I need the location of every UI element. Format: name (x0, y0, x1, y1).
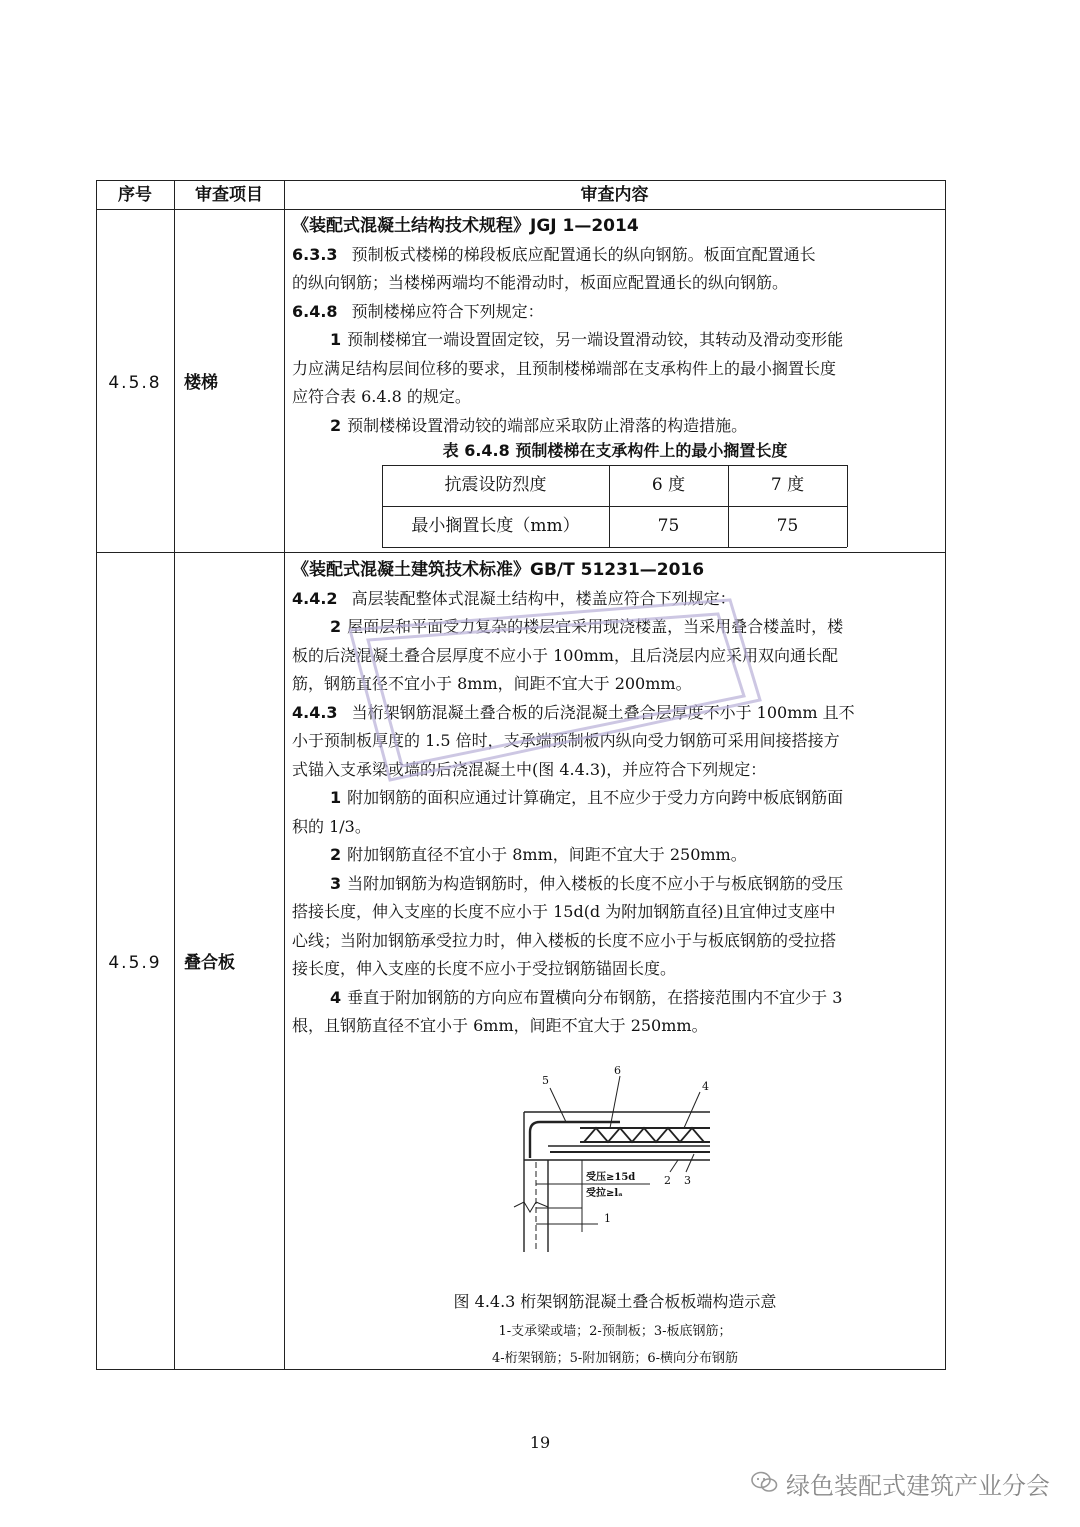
clause-text: 高层装配整体式混凝土结构中，楼盖应符合下列规定： (351, 588, 736, 608)
clause-text: 预制楼梯宜一端设置固定铰，另一端设置滑动铰，其转动及滑动变形能 (347, 330, 844, 349)
item-number: 2 (330, 415, 342, 435)
clause-line: 筋，钢筋直径不宜小于 8mm，间距不宜大于 200mm。 (292, 674, 692, 693)
item-number: 1 (330, 788, 342, 807)
item-number: 3 (330, 873, 342, 893)
inner-table-cell: 7 度 (770, 475, 805, 495)
header-bottom-border (96, 209, 946, 210)
clause-text: 预制楼梯设置滑动铰的端部应采取防止滑落的构造措施。 (347, 415, 748, 435)
clause-number: 4.4.2 (292, 588, 338, 608)
inner-table-row (382, 506, 847, 547)
clause-line (292, 841, 938, 870)
figure-legend: 4-桁架钢筋；5-附加钢筋；6-横向分布钢筋 (492, 1351, 738, 1366)
clause-line (292, 326, 938, 355)
figure-label: 受压≥15d (586, 1172, 636, 1183)
clause-line: 小于预制板厚度的 1.5 倍时，支承端预制板内纵向受力钢筋可采用间接搭接方 (292, 731, 840, 750)
clause-text: 附加钢筋的面积应通过计算确定，且不应少于受力方向跨中板底钢筋面 (347, 788, 844, 807)
stamp-watermark (330, 590, 780, 820)
clause-line: 根，且钢筋直径不宜小于 6mm，间距不宜大于 250mm。 (292, 1016, 708, 1035)
clause-line: 的纵向钢筋；当楼梯两端均不能滑动时，板面应配置通长的纵向钢筋。 (292, 273, 789, 292)
figure-label: 3 (684, 1174, 691, 1187)
row-number: 4.5.8 (108, 373, 162, 393)
clause-line: 应符合表 6.4.8 的规定。 (292, 387, 471, 406)
clause-text: 垂直于附加钢筋的方向应布置横向分布钢筋，在搭接范围内不宜少于 3 (347, 987, 843, 1007)
clause-text: 预制楼梯应符合下列规定： (351, 301, 544, 321)
standard-title: 《装配式混凝土结构技术规程》JGJ 1—2014 (292, 216, 639, 236)
clause-line (292, 984, 938, 1013)
clause-text: 附加钢筋直径不宜小于 8mm，间距不宜大于 250mm。 (347, 845, 747, 864)
clause-line (292, 870, 938, 899)
clause-line: 式锚入支承梁或墙的后浇混凝土中(图 4.4.3)，并应符合下列规定： (292, 759, 767, 779)
clause-number: 6.3.3 (292, 244, 338, 264)
figure-legend: 1-支承梁或墙；2-预制板；3-板底钢筋； (498, 1324, 732, 1339)
page-number: 19 (529, 1433, 551, 1452)
inner-table-cell: 75 (657, 516, 680, 536)
clause-line: 力应满足结构层间位移的要求，且预制楼梯端部在支承构件上的最小搁置长度 (292, 358, 837, 378)
figure-label: 1 (604, 1212, 611, 1225)
clause-line (292, 241, 938, 270)
publisher-watermark (750, 1466, 1050, 1501)
header-content: 审查内容 (580, 185, 649, 205)
clause-line: 接长度，伸入支座的长度不应小于受拉钢筋锚固长度。 (292, 959, 677, 978)
figure-caption: 图 4.4.3 桁架钢筋混凝土叠合板板端构造示意 (453, 1292, 777, 1311)
item-number: 1 (330, 330, 342, 349)
inner-table-cell: 最小搁置长度（mm） (411, 516, 580, 536)
watermark-text: 绿色装配式建筑产业分会 (786, 1472, 1050, 1500)
item-number: 4 (330, 987, 342, 1007)
clause-line: 积的 1/3。 (292, 816, 371, 836)
clause-line: 心线；当附加钢筋承受拉力时，伸入楼板的长度不应小于与板底钢筋的受拉搭 (292, 930, 837, 950)
table-left-border (96, 180, 97, 1370)
clause-line: 板的后浇混凝土叠合层厚度不应小于 100mm，且后浇层内应采用双向通长配 (292, 645, 838, 665)
clause-number: 4.4.3 (292, 702, 338, 722)
inner-table-cell: 75 (776, 516, 799, 536)
row-content-stairs (292, 212, 938, 440)
header-no: 序号 (118, 185, 152, 205)
header-item: 审查项目 (195, 185, 263, 205)
wechat-icon (750, 1470, 778, 1500)
row-item: 楼梯 (184, 373, 218, 393)
inner-table (382, 465, 847, 547)
table-right-border (945, 180, 946, 1370)
clause-line (292, 298, 938, 327)
inner-table-row (382, 465, 847, 506)
clause-text: 预制板式楼梯的梯段板底应配置通长的纵向钢筋。板面宜配置通长 (351, 244, 816, 264)
standard-title: 《装配式混凝土建筑技术标准》GB/T 51231—2016 (292, 560, 705, 580)
clause-text: 屋面层和平面受力复杂的楼层宜采用现浇楼盖，当采用叠合楼盖时，楼 (347, 617, 844, 636)
row-number: 4.5.9 (108, 953, 162, 973)
figure-label: 2 (664, 1174, 671, 1187)
row-divider (96, 552, 946, 553)
item-number: 2 (330, 845, 342, 864)
inner-table-caption: 表 6.4.8 预制楼梯在支承构件上的最小搁置长度 (442, 441, 788, 460)
clause-text: 当附加钢筋为构造钢筋时，伸入楼板的长度不应小于与板底钢筋的受压 (347, 873, 844, 893)
col-divider-1 (174, 180, 175, 1370)
item-number: 2 (330, 617, 342, 636)
figure-label: 6 (614, 1064, 621, 1077)
clause-line (292, 412, 938, 441)
figure-label: 4 (702, 1080, 709, 1093)
truss-slab-end-detail-figure (510, 1062, 730, 1262)
clause-number: 6.4.8 (292, 301, 338, 321)
clause-line: 搭接长度，伸入支座的长度不应小于 15d(d 为附加钢筋直径)且宜伸过支座中 (292, 902, 836, 921)
row-item: 叠合板 (184, 953, 235, 973)
table-bottom-border (96, 1369, 946, 1370)
figure-label: 5 (542, 1074, 549, 1087)
clause-text: 当桁架钢筋混凝土叠合板的后浇混凝土叠合层厚度不小于 100mm 且不 (351, 702, 855, 722)
col-divider-2 (284, 180, 285, 1370)
inner-table-cell: 抗震设防烈度 (444, 475, 547, 495)
inner-table-cell: 6 度 (651, 475, 686, 495)
figure-label: 受拉≥lₐ (586, 1188, 623, 1199)
